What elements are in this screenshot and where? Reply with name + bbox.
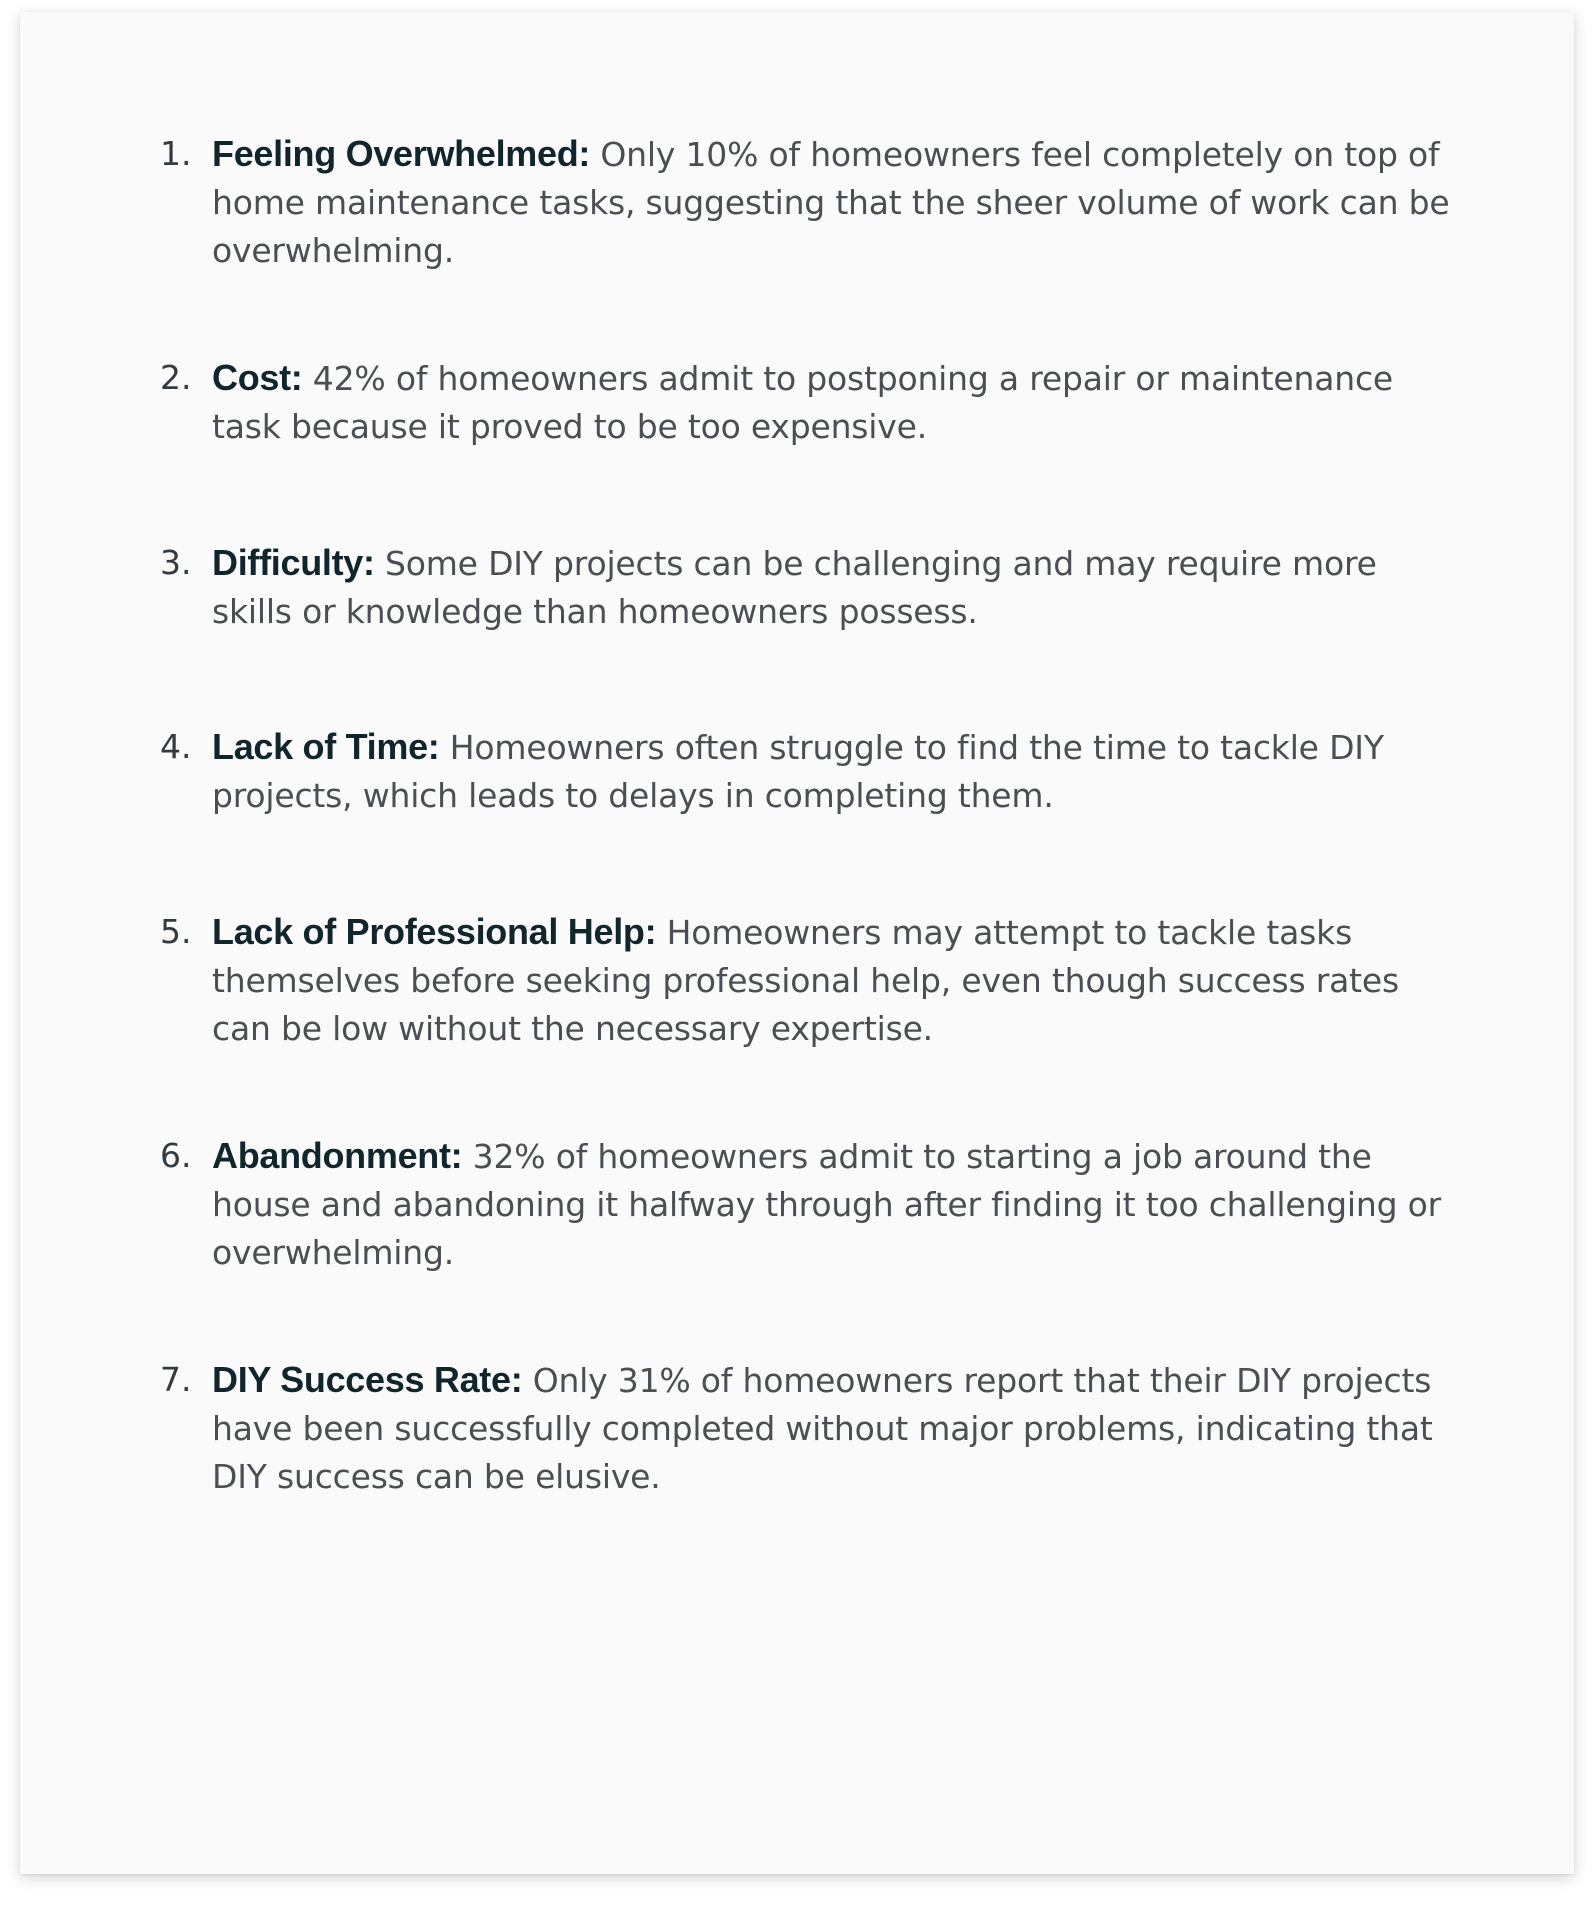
item-number: 1. [160,134,192,173]
item-description: Only 31% of homeowners report that their DIY projects have been successfully completed without major problems, indicating that DIY success can be elusive. [212,1361,1433,1496]
item-text [212,539,1452,636]
item-number: 4. [160,727,192,766]
item-number: 7. [160,1360,192,1399]
item-term: Difficulty: [212,542,375,583]
item-text [212,354,1452,451]
item-number: 5. [160,912,192,951]
item-text [212,130,1452,275]
item-description: 32% of homeowners admit to starting a job around the house and abandoning it halfway through after finding it too challenging or overwhelming. [212,1137,1441,1272]
item-description: Homeowners may attempt to tackle tasks themselves before seeking professional help, even though success rates can be low without the necessary expertise. [212,913,1400,1048]
content-card [20,12,1574,1874]
item-number: 2. [160,358,192,397]
item-text [212,1132,1452,1277]
item-description: Only 10% of homeowners feel completely on top of home maintenance tasks, suggesting that the sheer volume of work can be overwhelming. [212,135,1450,270]
item-term: Lack of Time: [212,726,440,767]
item-text [212,723,1452,820]
item-description: 42% of homeowners admit to postponing a repair or maintenance task because it proved to be too expensive. [212,359,1393,446]
item-text [212,908,1452,1053]
item-description: Homeowners often struggle to find the time to tackle DIY projects, which leads to delays in completing them. [212,728,1384,815]
item-text [212,1356,1452,1501]
item-term: DIY Success Rate: [212,1359,523,1400]
item-term: Lack of Professional Help: [212,911,657,952]
item-number: 6. [160,1136,192,1175]
item-term: Cost: [212,357,303,398]
item-number: 3. [160,543,192,582]
item-term: Abandonment: [212,1135,463,1176]
item-term: Feeling Overwhelmed: [212,133,591,174]
item-description: Some DIY projects can be challenging and may require more skills or knowledge than homeowners possess. [212,544,1377,631]
